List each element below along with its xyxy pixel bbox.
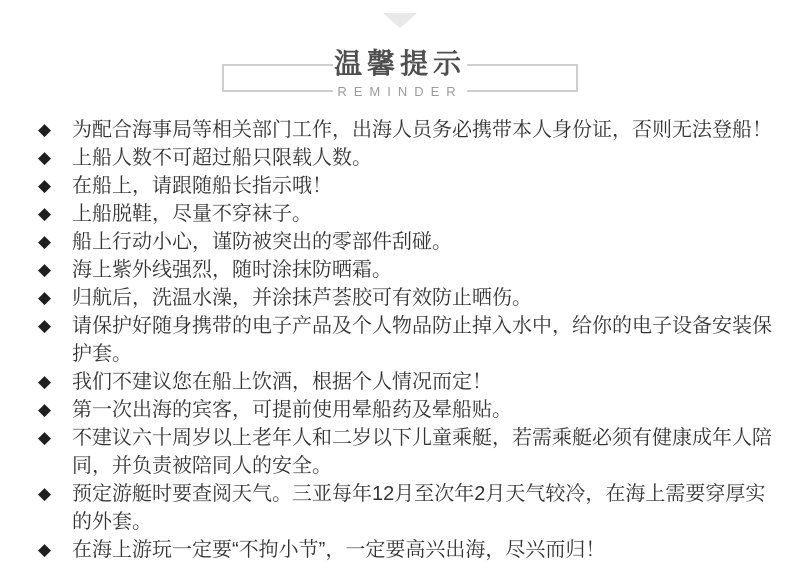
page-title: 温馨提示 <box>333 48 466 79</box>
diamond-bullet-icon: ◆ <box>38 540 52 559</box>
item-text: 我们不建议您在船上饮酒，根据个人情况而定！ <box>72 371 492 393</box>
diamond-bullet-icon: ◆ <box>38 260 52 279</box>
list-item <box>38 256 780 284</box>
item-text: 上船脱鞋，尽量不穿袜子。 <box>72 203 312 225</box>
diamond-bullet-icon: ◆ <box>38 232 52 251</box>
list-item <box>38 228 780 256</box>
list-item <box>38 536 780 564</box>
item-text: 上船人数不可超过船只限载人数。 <box>72 147 372 169</box>
diamond-bullet-icon: ◆ <box>38 288 52 307</box>
list-item <box>38 480 780 536</box>
item-text: 船上行动小心，谨防被突出的零部件刮碰。 <box>72 231 452 253</box>
reminder-list <box>0 116 800 564</box>
diamond-bullet-icon: ◆ <box>38 204 52 223</box>
item-text: 为配合海事局等相关部门工作，出海人员务必携带本人身份证，否则无法登船！ <box>72 119 772 141</box>
diamond-bullet-icon: ◆ <box>38 120 52 139</box>
list-item <box>38 172 780 200</box>
list-item <box>38 368 780 396</box>
list-item <box>38 312 780 368</box>
item-text: 不建议六十周岁以上老年人和二岁以下儿童乘艇，若需乘艇必须有健康成年人陪同，并负责被陪同人的安全。 <box>72 427 772 477</box>
list-item <box>38 424 780 480</box>
list-item <box>38 144 780 172</box>
page-subtitle: REMINDER <box>337 84 463 99</box>
item-text: 海上紫外线强烈，随时涂抹防晒霜。 <box>72 259 392 281</box>
triangle-down-icon <box>383 13 417 28</box>
title-frame-right <box>467 64 578 92</box>
item-text: 在船上，请跟随船长指示哦！ <box>72 175 332 197</box>
item-text: 归航后，洗温水澡，并涂抹芦荟胶可有效防止晒伤。 <box>72 287 532 309</box>
section-header <box>222 44 578 100</box>
list-item <box>38 396 780 424</box>
list-item <box>38 116 780 144</box>
diamond-bullet-icon: ◆ <box>38 316 52 335</box>
diamond-bullet-icon: ◆ <box>38 428 52 447</box>
list-item <box>38 200 780 228</box>
diamond-bullet-icon: ◆ <box>38 484 52 503</box>
item-text: 第一次出海的宾客，可提前使用晕船药及晕船贴。 <box>72 399 512 421</box>
diamond-bullet-icon: ◆ <box>38 176 52 195</box>
list-item <box>38 284 780 312</box>
title-frame-left <box>222 64 333 92</box>
item-text: 请保护好随身携带的电子产品及个人物品防止掉入水中，给你的电子设备安装保护套。 <box>72 315 772 365</box>
item-text: 在海上游玩一定要“不拘小节”，一定要高兴出海，尽兴而归！ <box>72 539 606 561</box>
diamond-bullet-icon: ◆ <box>38 148 52 167</box>
diamond-bullet-icon: ◆ <box>38 372 52 391</box>
diamond-bullet-icon: ◆ <box>38 400 52 419</box>
item-text: 预定游艇时要查阅天气。三亚每年12月至次年2月天气较冷，在海上需要穿厚实的外套。 <box>72 483 766 533</box>
